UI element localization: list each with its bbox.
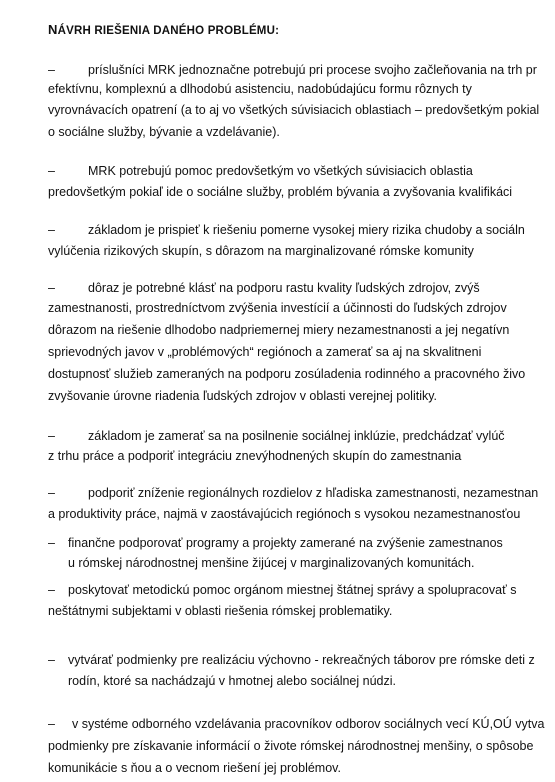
paragraph-4-line-5: dostupnosť služieb zameraných na podporu zosúladenia rodinného a pracovného živo (48, 367, 526, 381)
paragraph-9-line-1: vytvárať podmienky pre realizáciu výchovno - rekreačných táborov pre rómske deti z (68, 653, 535, 667)
paragraph-10-line-2: podmienky pre získavanie informácií o živote rómskej národnostnej menšiny, o spôsobe (48, 739, 534, 753)
paragraph-2-line-1: MRK potrebujú pomoc predovšetkým vo všetkých súvisiacich oblastia (88, 164, 473, 178)
bullet-dash: – (48, 164, 55, 178)
bullet-dash: – (48, 717, 55, 731)
paragraph-5-line-2: z trhu práce a podporiť integráciu znevýhodnených skupín do zamestnania (48, 449, 462, 463)
paragraph-8-line-1: poskytovať metodickú pomoc orgánom miestnej štátnej správy a spolupracovať s (68, 583, 517, 597)
paragraph-2-line-2: predovšetkým pokiaľ ide o sociálne služby, problém bývania a zvyšovania kvalifikáci (48, 185, 513, 199)
bullet-dash: – (48, 63, 55, 77)
paragraph-7-line-1: finančne podporovať programy a projekty zamerané na zvýšenie zamestnanos (68, 536, 503, 550)
bullet-dash: – (48, 223, 55, 237)
paragraph-5-line-1: základom je zamerať sa na posilnenie sociálnej inklúzie, predchádzať vylúč (88, 429, 505, 443)
paragraph-1-line-1: príslušníci MRK jednoznačne potrebujú pri procese svojho začleňovania na trh pr (88, 63, 537, 77)
paragraph-4-line-4: sprievodných javov v „problémových“ regiónoch a zamerať sa aj na skvalitneni (48, 345, 482, 359)
paragraph-8-line-2: neštátnymi subjektami v oblasti riešenia rómskej problematiky. (48, 604, 393, 618)
paragraph-4-line-3: dôrazom na riešenie dlhodobo nadpriemernej miery nezamestnanosti a jej negatívn (48, 323, 510, 337)
paragraph-10-line-3: komunikácie s ňou a o vecnom riešení jej problémov. (48, 761, 341, 775)
paragraph-4-line-2: zamestnanosti, prostredníctvom zvýšenia investícií a účinnosti do ľudských zdrojov (48, 301, 507, 315)
bullet-dash: – (48, 653, 55, 667)
bullet-dash: – (48, 486, 55, 500)
heading-initial: N (48, 22, 58, 37)
paragraph-3-line-1: základom je prispieť k riešeniu pomerne vysokej miery rizika chudoby a sociáln (88, 223, 525, 237)
paragraph-7-line-2: u rómskej národnostnej menšine žijúcej v marginalizovaných komunitách. (68, 556, 475, 570)
paragraph-9-line-2: rodín, ktoré sa nachádzajú v hmotnej alebo sociálnej núdzi. (68, 674, 396, 688)
paragraph-1-line-2: efektívnu, komplexnú a dlhodobú asistenciu, nadobúdajúcu formu rôznych ty (48, 82, 472, 96)
paragraph-1-line-4: o sociálne služby, bývanie a vzdelávanie). (48, 125, 280, 139)
paragraph-1-line-3: vyrovnávacích opatrení (a to aj vo všetkých súvisiacich oblastiach – predovšetkým pokial (48, 103, 540, 117)
paragraph-4-line-1: dôraz je potrebné klásť na podporu rastu kvality ľudských zdrojov, zvýš (88, 281, 480, 295)
paragraph-6-line-2: a produktivity práce, najmä v zaostávajúcich regiónoch s vysokou nezamestnanosťou (48, 507, 521, 521)
bullet-dash: – (48, 429, 55, 443)
paragraph-10-line-1: v systéme odborného vzdelávania pracovníkov odborov sociálnych vecí KÚ,OÚ vytva (72, 717, 545, 731)
heading-rest: ÁVRH RIEŠENIA DANÉHO PROBLÉMU: (57, 25, 280, 37)
paragraph-4-line-6: zvyšovanie úrovne riadenia ľudských zdrojov v oblasti verejnej politiky. (48, 389, 438, 403)
bullet-dash: – (48, 536, 55, 550)
bullet-dash: – (48, 583, 55, 597)
bullet-dash: – (48, 281, 55, 295)
document-heading (48, 22, 279, 37)
paragraph-6-line-1: podporiť zníženie regionálnych rozdielov z hľadiska zamestnanosti, nezamestnan (88, 486, 539, 500)
paragraph-3-line-2: vylúčenia rizikových skupín, s dôrazom na marginalizované rómske komunity (48, 244, 474, 258)
